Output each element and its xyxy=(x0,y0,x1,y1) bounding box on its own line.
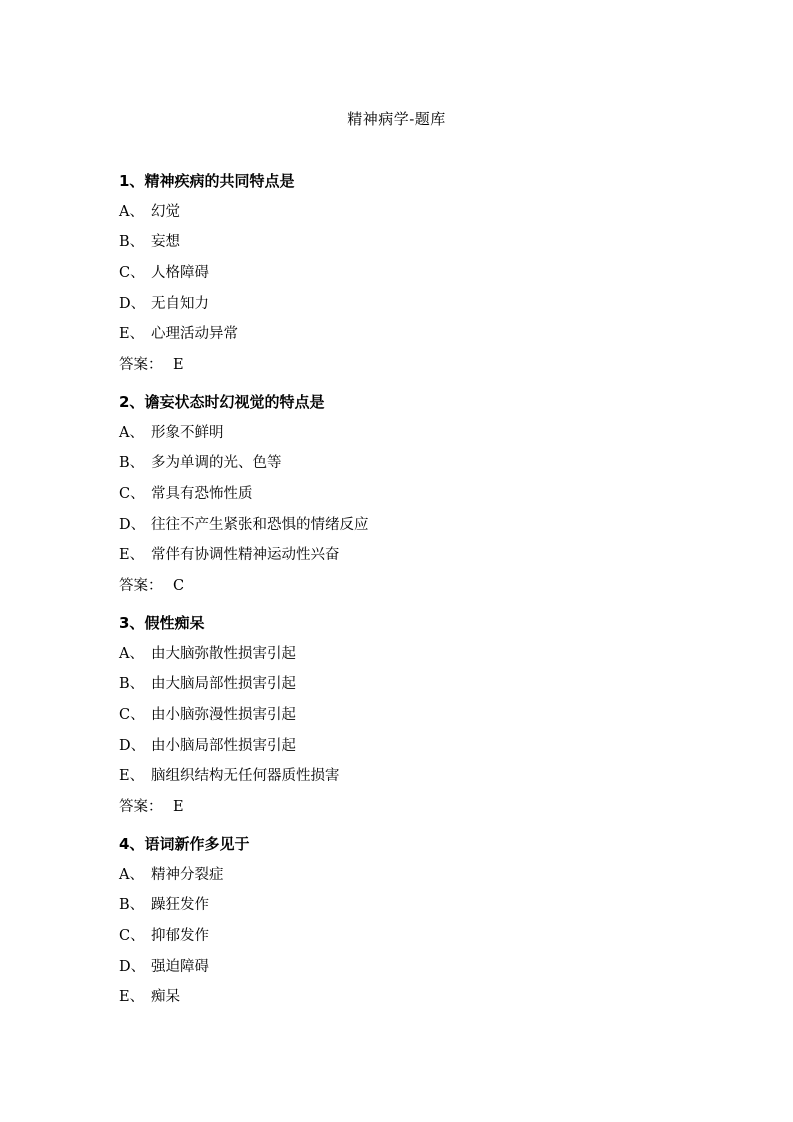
option-letter: E、 xyxy=(119,547,145,564)
option-letter: E、 xyxy=(119,989,145,1006)
question-block-4 xyxy=(119,832,679,1016)
answer-label: 答案： xyxy=(119,356,163,373)
option-text: 由大脑局部性损害引起 xyxy=(151,676,296,693)
option-a xyxy=(119,421,679,445)
option-letter: A、 xyxy=(119,424,144,441)
option-text: 由大脑弥散性损害引起 xyxy=(151,645,296,662)
question-stem xyxy=(119,611,679,635)
question-block-2 xyxy=(119,390,679,605)
answer-label: 答案： xyxy=(119,577,163,594)
option-text: 无自知力 xyxy=(151,295,209,312)
question-block-1 xyxy=(119,169,679,384)
option-a xyxy=(119,642,679,666)
option-text: 常具有恐怖性质 xyxy=(151,485,253,502)
option-e xyxy=(119,322,679,346)
option-c xyxy=(119,261,679,285)
option-b xyxy=(119,230,679,254)
answer-value: E xyxy=(173,798,184,815)
question-text: 精神疾病的共同特点是 xyxy=(144,172,295,190)
option-letter: C、 xyxy=(119,706,145,723)
option-b xyxy=(119,451,679,475)
option-text: 抑郁发作 xyxy=(151,927,209,944)
option-letter: A、 xyxy=(119,203,144,220)
answer-line xyxy=(119,353,679,377)
option-letter: B、 xyxy=(119,234,145,251)
option-b xyxy=(119,893,679,917)
option-letter: D、 xyxy=(119,295,146,312)
option-letter: E、 xyxy=(119,326,145,343)
option-d xyxy=(119,292,679,316)
option-text: 躁狂发作 xyxy=(151,897,209,914)
option-letter: B、 xyxy=(119,897,145,914)
option-e xyxy=(119,764,679,788)
option-text: 形象不鲜明 xyxy=(151,424,224,441)
option-letter: E、 xyxy=(119,768,145,785)
option-text: 由小脑局部性损害引起 xyxy=(151,737,296,754)
option-d xyxy=(119,955,679,979)
question-number: 1、 xyxy=(119,172,145,190)
option-a xyxy=(119,863,679,887)
question-stem xyxy=(119,832,679,856)
document-title: 精神病学-题库 xyxy=(347,110,446,128)
option-letter: B、 xyxy=(119,455,145,472)
option-letter: D、 xyxy=(119,958,146,975)
answer-value: C xyxy=(173,577,185,594)
question-stem xyxy=(119,390,679,414)
option-c xyxy=(119,482,679,506)
answer-line xyxy=(119,574,679,598)
option-c xyxy=(119,924,679,948)
answer-line xyxy=(119,795,679,819)
question-stem xyxy=(119,169,679,193)
option-text: 往往不产生紧张和恐惧的情绪反应 xyxy=(151,516,369,533)
question-text: 谵妄状态时幻视觉的特点是 xyxy=(144,393,325,411)
question-number: 3、 xyxy=(119,614,145,632)
option-e xyxy=(119,543,679,567)
option-text: 精神分裂症 xyxy=(151,866,224,883)
option-letter: D、 xyxy=(119,516,146,533)
option-text: 由小脑弥漫性损害引起 xyxy=(151,706,296,723)
option-d xyxy=(119,734,679,758)
option-letter: C、 xyxy=(119,927,145,944)
option-text: 心理活动异常 xyxy=(151,326,238,343)
option-text: 多为单调的光、色等 xyxy=(151,455,282,472)
option-text: 强迫障碍 xyxy=(151,958,209,975)
option-text: 脑组织结构无任何器质性损害 xyxy=(151,768,340,785)
option-letter: B、 xyxy=(119,676,145,693)
option-b xyxy=(119,672,679,696)
answer-label: 答案： xyxy=(119,798,163,815)
option-a xyxy=(119,200,679,224)
option-text: 常伴有协调性精神运动性兴奋 xyxy=(151,547,340,564)
option-text: 人格障碍 xyxy=(151,264,209,281)
option-text: 痴呆 xyxy=(151,989,180,1006)
option-text: 妄想 xyxy=(151,234,180,251)
option-letter: A、 xyxy=(119,645,144,662)
option-letter: C、 xyxy=(119,485,145,502)
option-c xyxy=(119,703,679,727)
option-letter: C、 xyxy=(119,264,145,281)
question-number: 2、 xyxy=(119,393,145,411)
question-text: 语词新作多见于 xyxy=(144,835,250,853)
question-number: 4、 xyxy=(119,835,145,853)
option-text: 幻觉 xyxy=(151,203,180,220)
question-block-3 xyxy=(119,611,679,826)
answer-value: E xyxy=(173,356,184,373)
option-letter: A、 xyxy=(119,866,144,883)
option-e xyxy=(119,985,679,1009)
question-text: 假性痴呆 xyxy=(144,614,205,632)
option-letter: D、 xyxy=(119,737,146,754)
option-d xyxy=(119,513,679,537)
